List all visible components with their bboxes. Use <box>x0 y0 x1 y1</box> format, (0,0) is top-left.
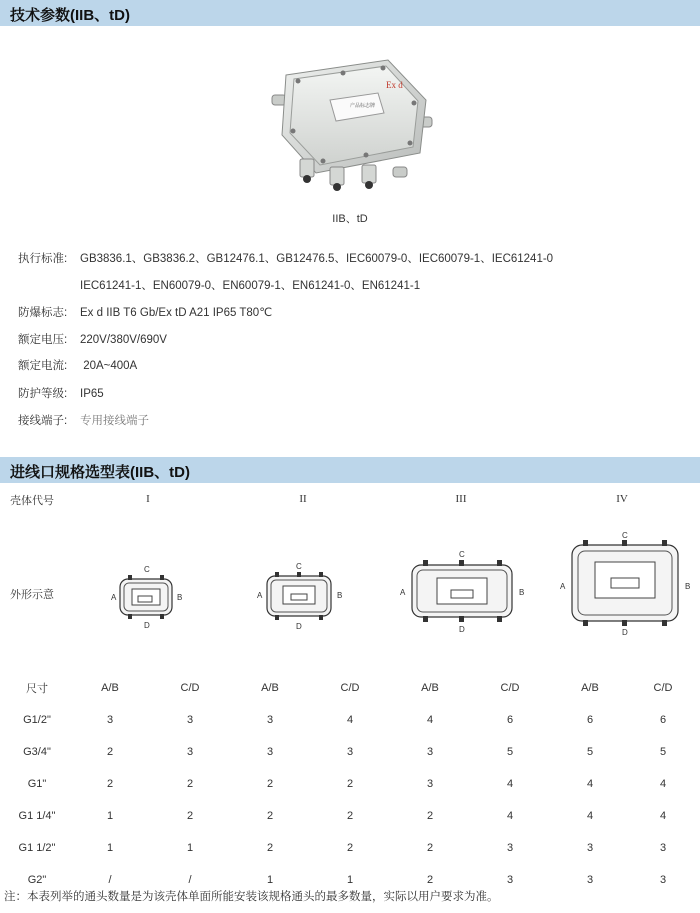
table-header-cell: C/D <box>500 682 520 694</box>
count-cell: 2 <box>266 810 274 822</box>
table-header-cell: A/B <box>101 682 119 694</box>
size-table <box>0 672 700 896</box>
spec-protection <box>18 385 104 401</box>
label-d: D <box>459 625 465 634</box>
section-header-inlet-table <box>0 457 700 483</box>
size-cell: G3/4" <box>23 746 51 758</box>
label-a: A <box>111 593 117 602</box>
spec-label: 执行标准: <box>18 253 68 265</box>
size-cell: G1 1/4" <box>18 810 56 822</box>
count-cell: 2 <box>106 778 114 790</box>
label-b: B <box>519 588 525 597</box>
shape-label: 外形示意 <box>10 589 54 601</box>
product-image <box>268 55 436 195</box>
label-d: D <box>296 622 302 631</box>
size-cell: G1/2" <box>23 714 51 726</box>
count-cell: 2 <box>186 810 194 822</box>
count-cell: 5 <box>659 746 667 758</box>
label-a: A <box>400 588 406 597</box>
count-cell: 1 <box>106 810 114 822</box>
count-cell: 3 <box>346 746 354 758</box>
label-a: A <box>560 582 566 591</box>
table-row <box>0 736 700 768</box>
enclosure-ii-diagram <box>265 572 333 620</box>
count-cell: / <box>188 874 192 886</box>
count-cell: 3 <box>266 746 274 758</box>
table-header-cell: C/D <box>653 682 673 694</box>
table-row <box>0 704 700 736</box>
table-header-cell: C/D <box>180 682 200 694</box>
section-title: 进线口规格选型表(IIB、tD) <box>10 464 190 481</box>
count-cell: 3 <box>586 842 594 854</box>
label-c: C <box>622 531 628 540</box>
count-cell: 4 <box>346 714 354 726</box>
count-cell: 2 <box>266 842 274 854</box>
table-header-cell: 尺寸 <box>26 683 48 695</box>
count-cell: 3 <box>186 746 194 758</box>
count-cell: 2 <box>426 842 434 854</box>
count-cell: 2 <box>266 778 274 790</box>
spec-value: IP65 <box>80 388 104 400</box>
count-cell: 4 <box>506 778 514 790</box>
svg-text:产品标志牌: 产品标志牌 <box>350 103 376 109</box>
count-cell: 3 <box>426 746 434 758</box>
count-cell: 2 <box>186 778 194 790</box>
enclosure-i-diagram <box>118 575 174 619</box>
count-cell: 4 <box>586 778 594 790</box>
table-header-cell: A/B <box>581 682 599 694</box>
spec-value: 220V/380V/690V <box>80 334 167 346</box>
label-d: D <box>622 628 628 637</box>
count-cell: 3 <box>586 874 594 886</box>
count-cell: 3 <box>659 874 667 886</box>
count-cell: 2 <box>426 874 434 886</box>
spec-standards-cont <box>80 277 420 293</box>
count-cell: 6 <box>586 714 594 726</box>
count-cell: 4 <box>426 714 434 726</box>
table-row <box>0 768 700 800</box>
spec-value: 专用接线端子 <box>80 415 149 427</box>
table-header-cell: C/D <box>340 682 360 694</box>
count-cell: 4 <box>506 810 514 822</box>
table-row <box>0 800 700 832</box>
label-c: C <box>459 550 465 559</box>
spec-voltage <box>18 331 167 347</box>
count-cell: 1 <box>106 842 114 854</box>
count-cell: 3 <box>106 714 114 726</box>
spec-label: 接线端子: <box>18 415 68 427</box>
label-d: D <box>144 621 150 630</box>
count-cell: 3 <box>659 842 667 854</box>
count-cell: 2 <box>346 842 354 854</box>
count-cell: 5 <box>506 746 514 758</box>
count-cell: / <box>108 874 112 886</box>
table-row <box>0 832 700 864</box>
spec-current <box>18 357 137 373</box>
shell-code-4: IV <box>616 493 628 505</box>
count-cell: 1 <box>186 842 194 854</box>
count-cell: 3 <box>506 874 514 886</box>
spec-label: 防爆标志: <box>18 307 68 319</box>
count-cell: 2 <box>426 810 434 822</box>
label-c: C <box>296 562 302 571</box>
table-header-row <box>0 672 700 704</box>
enclosure-iv-diagram <box>569 540 681 626</box>
count-cell: 1 <box>266 874 274 886</box>
label-b: B <box>337 591 343 600</box>
count-cell: 3 <box>506 842 514 854</box>
size-cell: G1 1/2" <box>18 842 56 854</box>
count-cell: 5 <box>586 746 594 758</box>
count-cell: 2 <box>346 778 354 790</box>
size-cell: G1" <box>27 778 47 790</box>
count-cell: 6 <box>659 714 667 726</box>
footnote: 注：本表列举的通头数量是为该壳体单面所能安装该规格通头的最多数量，实际以用户要求为准。 <box>4 891 499 903</box>
label-b: B <box>685 582 691 591</box>
shell-code-1: I <box>146 493 150 505</box>
label-a: A <box>257 591 263 600</box>
size-cell: G2" <box>27 874 47 886</box>
product-caption: IIB、tD <box>332 213 368 225</box>
count-cell: 2 <box>346 810 354 822</box>
count-cell: 3 <box>266 714 274 726</box>
enclosure-iii-diagram <box>409 560 515 622</box>
table-header-cell: A/B <box>421 682 439 694</box>
count-cell: 1 <box>346 874 354 886</box>
spec-standards <box>18 250 553 266</box>
spec-value: GB3836.1、GB3836.2、GB12476.1、GB12476.5、IEC60079-0、IEC60079-1、IEC61241-0 <box>80 253 554 265</box>
spec-terminals <box>18 412 149 428</box>
spec-label: 额定电压: <box>18 334 68 346</box>
label-b: B <box>177 593 183 602</box>
spec-label: 额定电流: <box>18 360 68 372</box>
spec-value: Ex d IIB T6 Gb/Ex tD A21 IP65 T80℃ <box>80 307 273 319</box>
label-c: C <box>144 565 150 574</box>
shell-code-3: III <box>455 493 467 505</box>
count-cell: 3 <box>186 714 194 726</box>
count-cell: 4 <box>659 778 667 790</box>
count-cell: 4 <box>659 810 667 822</box>
exd-mark: Ex d <box>386 80 403 90</box>
shell-code-2: II <box>299 493 307 505</box>
spec-ex-marking <box>18 304 272 320</box>
count-cell: 2 <box>106 746 114 758</box>
count-cell: 6 <box>506 714 514 726</box>
section-title: 技术参数(IIB、tD) <box>10 7 130 24</box>
count-cell: 4 <box>586 810 594 822</box>
spec-label: 防护等级: <box>18 388 68 400</box>
spec-value: IEC61241-1、EN60079-0、EN60079-1、EN61241-0、EN61241-1 <box>80 280 421 292</box>
spec-value: 20A~400A <box>80 360 138 372</box>
section-header-tech-params <box>0 0 700 26</box>
table-header-cell: A/B <box>261 682 279 694</box>
shell-code-label: 壳体代号 <box>10 495 54 507</box>
count-cell: 3 <box>426 778 434 790</box>
